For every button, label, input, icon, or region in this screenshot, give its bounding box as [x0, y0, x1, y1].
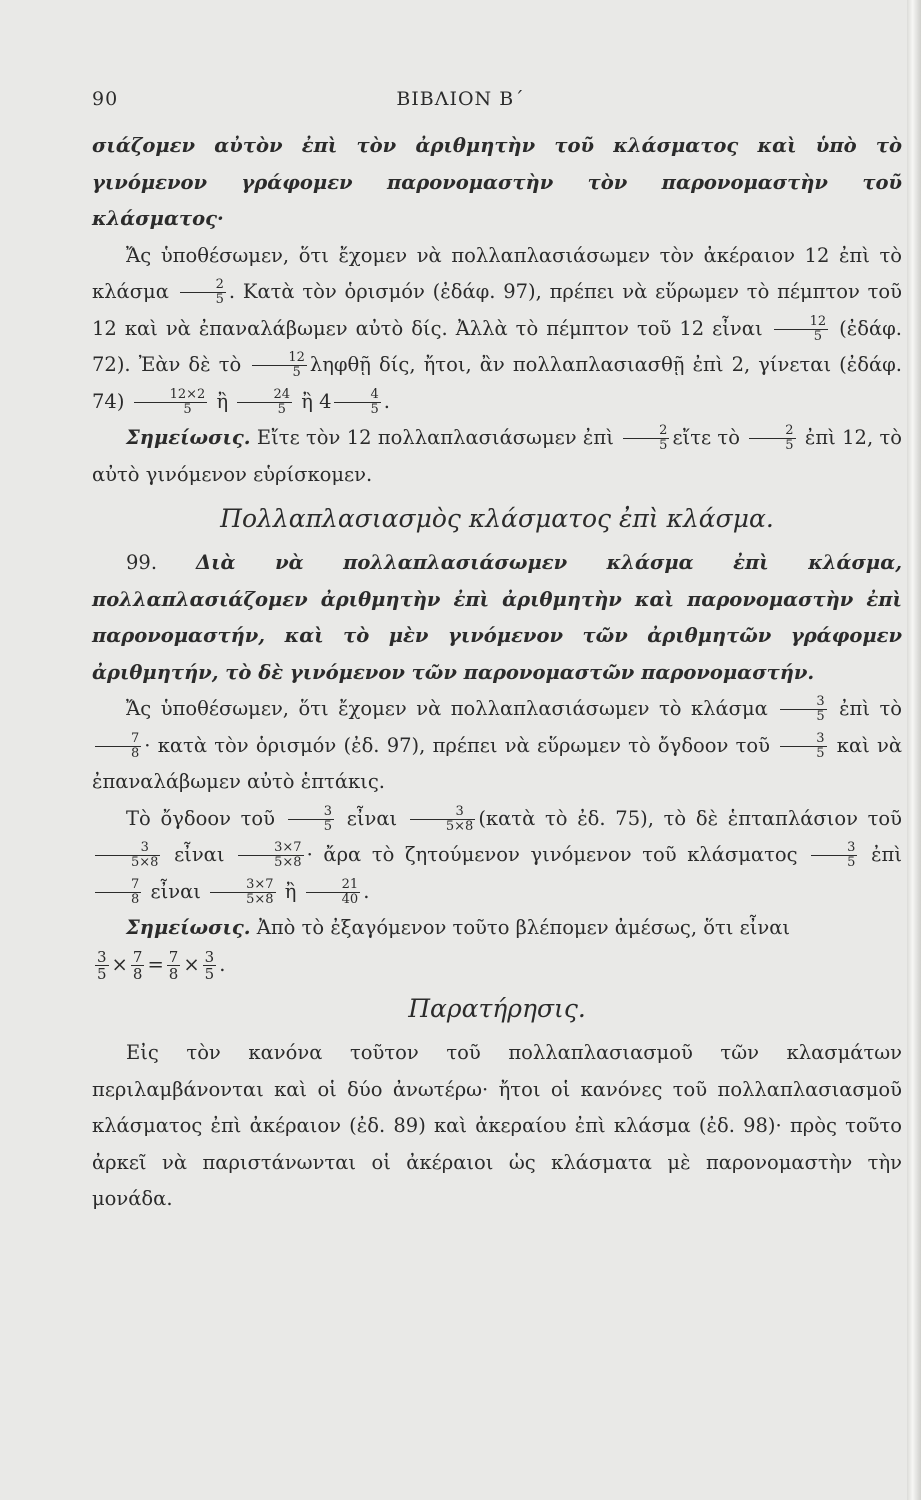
- numerator: 24: [273, 386, 290, 402]
- note-label: Σημείωσις.: [126, 426, 251, 449]
- fraction-3-5: [780, 695, 826, 724]
- denominator: 5: [749, 438, 795, 453]
- text-segment: Εἴτε τὸν 12 πολλαπλασιάσωμεν ἐπὶ: [256, 426, 614, 449]
- fraction-3x7-5x8: [210, 878, 275, 907]
- numerator: 21: [341, 876, 359, 892]
- text-segment: εἴτε τὸ: [672, 426, 740, 449]
- denominator: 5: [252, 365, 307, 380]
- denominator: 8: [95, 892, 141, 907]
- denominator: 5: [780, 709, 826, 724]
- text-segment: ἐπὶ τὸ: [839, 697, 903, 720]
- fraction-3-5: [811, 841, 857, 870]
- denominator: 8: [132, 964, 143, 983]
- text-segment: ἐπὶ 12, τὸ αὐτὸ γινόμενον εὑρίσκομεν.: [92, 426, 902, 486]
- page-number: 90: [92, 88, 119, 110]
- text-segment: εἶναι: [150, 879, 201, 903]
- numerator: 3: [97, 947, 107, 966]
- or-word: ἢ: [216, 389, 229, 413]
- denominator: 5: [180, 292, 226, 307]
- fraction-12x2-5: [134, 388, 208, 417]
- denominator: 5: [288, 819, 334, 834]
- fraction-2-5: [623, 424, 669, 453]
- denominator: 5×8: [210, 892, 275, 907]
- denominator: 5: [811, 855, 857, 870]
- denominator: 5: [97, 964, 107, 983]
- section-heading: Πολλαπλασιασμὸς κλάσματος ἐπὶ κλάσμα.: [220, 504, 774, 533]
- section-number: 99.: [126, 551, 158, 574]
- note-label: Σημείωσις.: [126, 916, 251, 939]
- fraction-2-5: [180, 278, 226, 307]
- paragraph-rule-continuation: σιάζομεν αὐτὸν ἐπὶ τὸν ἀριθμητὴν τοῦ κλάσματος καὶ ὑπὸ τὸ γινόμενον γράφομεν παρονομαστὴν τὸν παρονομαστὴν τοῦ κλάσματος·: [92, 134, 902, 230]
- denominator: 5: [237, 402, 292, 417]
- or-word: ἢ: [284, 879, 297, 903]
- text-segment: (ἐδάφ. 72). Ἐὰν δὲ τὸ: [92, 316, 903, 376]
- fraction-3-5x8: [95, 841, 160, 870]
- numerator: 3: [455, 803, 464, 819]
- text-segment: ἐπὶ: [871, 843, 903, 866]
- fraction-3x7-5x8: [238, 841, 303, 870]
- text-segment: εἶναι: [174, 843, 225, 866]
- running-header: [92, 88, 829, 118]
- times-sign: ×: [111, 952, 128, 976]
- text-segment: (κατὰ τὸ ἐδ. 75), τὸ δὲ ἑπταπλάσιον τοῦ: [478, 806, 903, 830]
- numerator: 2: [785, 423, 794, 438]
- fraction-3-5: [288, 805, 334, 834]
- text-segment: Ἄς ὑποθέσωμεν, ὅτι ἔχομεν νὰ πολλαπλασιάσωμεν τὸν ἀκέραιον 12 ἐπὶ τὸ κλάσμα: [92, 243, 902, 303]
- fraction-2-5: [749, 424, 795, 453]
- denominator: 5: [204, 964, 215, 983]
- fraction-24-5: [237, 388, 292, 417]
- fraction-12-5: [252, 351, 307, 380]
- numerator: 2: [659, 423, 668, 438]
- or-four: ἢ 4: [301, 389, 332, 413]
- numerator: 4: [370, 386, 379, 402]
- denominator: 8: [168, 964, 179, 983]
- fraction-12-5: [774, 315, 829, 344]
- remark-heading: Παρατήρησις.: [408, 994, 586, 1023]
- paragraph-remark: Εἰς τὸν κανόνα τοῦτον τοῦ πολλαπλασιασμοῦ τῶν κλασμάτων περιλαμβάνονται καὶ οἱ δύο ἀνωτέρω· ἤτοι οἱ κανόνες τοῦ πολλαπλασιασμοῦ κλάσματος ἐπὶ ἀκέραιον (ἐδ. 89) καὶ ἀκεραίου ἐπὶ κλάσμα (ἐδ. 98)· πρὸς τοῦτο ἀρκεῖ νὰ παριστάνωνται οἱ ἀκέραιοι ὡς κλάσματα μὲ παρονομαστὴν τὴν μονάδα.: [92, 1041, 902, 1210]
- numerator: 12: [809, 313, 827, 329]
- denominator: 5×8: [238, 855, 303, 870]
- numerator: 7: [131, 876, 140, 892]
- numerator: 3: [816, 730, 825, 746]
- fraction-7-8: [167, 949, 181, 982]
- period: .: [383, 389, 390, 413]
- paragraph-example-fraction: [92, 691, 902, 801]
- numerator: 12×2: [169, 386, 206, 402]
- numerator: 3: [323, 803, 333, 819]
- paragraph-note-1: [92, 420, 902, 493]
- text-segment: Ἀπὸ τὸ ἐξαγόμενον τοῦτο βλέπομεν ἀμέσως, ὅτι εἶναι: [256, 916, 791, 939]
- paragraph-rule-99: [92, 545, 902, 691]
- paragraph-computation: [92, 801, 902, 911]
- fraction-3-5: [203, 949, 217, 982]
- text-segment: Ἄς ὑποθέσωμεν, ὅτι ἔχομεν νὰ πολλαπλασιάσωμεν τὸ κλάσμα: [126, 697, 768, 720]
- numerator: 7: [131, 730, 140, 746]
- denominator: 5: [623, 438, 669, 453]
- numerator: 2: [215, 277, 224, 292]
- numerator: 3: [204, 947, 215, 966]
- text-segment: ληφθῇ δίς, ἤτοι, ἂν πολλαπλασιασθῇ ἐπὶ 2, γίνεται (ἐδάφ. 74): [92, 353, 903, 413]
- text-segment: . Κατὰ τὸν ὁρισμόν (ἐδάφ. 97), πρέπει νὰ εὕρωμεν τὸ πέμπτον τοῦ 12 καὶ νὰ ἐπαναλάβωμεν αὐτὸ δίς. Ἀλλὰ τὸ πέμπτον τοῦ 12 εἶναι: [92, 280, 902, 340]
- fraction-4-5: [334, 388, 380, 417]
- fraction-3-5: [780, 732, 826, 761]
- denominator: 5×8: [95, 855, 160, 870]
- denominator: 5×8: [410, 819, 475, 834]
- page-edge: [907, 0, 921, 1500]
- paragraph-note-2: [92, 910, 902, 947]
- period: .: [363, 879, 370, 903]
- fraction-7-8: [95, 732, 141, 761]
- rule-text: Διὰ νὰ πολλαπλασιάσωμεν κλάσμα ἐπὶ κλάσμα, πολλαπλασιάζομεν ἀριθμητὴν ἐπὶ ἀριθμητὴν καὶ παρονομαστὴν ἐπὶ παρονομαστήν, καὶ τὸ μὲν γινόμενον τῶν ἀριθμητῶν γράφομεν ἀριθμητήν, τὸ δὲ γινόμενον τῶν παρονομαστῶν παρονομαστήν.: [92, 551, 902, 684]
- fraction-3-5x8: [410, 805, 475, 834]
- numerator: 3: [847, 840, 856, 855]
- fraction-7-8: [95, 878, 141, 907]
- fraction-7-8: [131, 949, 145, 982]
- paragraph-example-integer: [92, 238, 902, 421]
- text-segment: Τὸ ὄγδοον τοῦ: [126, 806, 276, 830]
- fraction-3-5: [95, 949, 109, 982]
- numerator: 7: [168, 947, 179, 966]
- numerator: 12: [288, 350, 305, 365]
- numerator: 3: [140, 840, 149, 855]
- equation-commutative: [92, 947, 902, 984]
- equals-sign: =: [147, 952, 164, 976]
- period: .: [219, 952, 226, 976]
- numerator: 7: [132, 947, 143, 966]
- denominator: 5: [780, 746, 826, 761]
- text-segment: · κατὰ τὸν ὁρισμόν (ἐδ. 97), πρέπει νὰ εὕρωμεν τὸ ὄγδοον τοῦ: [144, 733, 770, 757]
- times-sign: ×: [183, 952, 200, 976]
- denominator: 5: [334, 402, 380, 417]
- denominator: 40: [306, 892, 361, 907]
- denominator: 5: [134, 402, 208, 417]
- page-text: [92, 128, 902, 1218]
- denominator: 5: [774, 329, 829, 344]
- numerator: 3×7: [246, 876, 274, 892]
- numerator: 3: [816, 694, 825, 709]
- denominator: 8: [95, 746, 141, 761]
- fraction-21-40: [306, 878, 361, 907]
- text-segment: καὶ νὰ ἐπαναλάβωμεν αὐτὸ ἑπτάκις.: [92, 733, 902, 793]
- text-segment: εἶναι: [346, 806, 398, 830]
- numerator: 3×7: [274, 840, 302, 855]
- book-title: ΒΙΒΛΙΟΝ Β΄: [396, 88, 525, 110]
- text-segment: · ἄρα τὸ ζητούμενον γινόμενον τοῦ κλάσματος: [306, 843, 798, 866]
